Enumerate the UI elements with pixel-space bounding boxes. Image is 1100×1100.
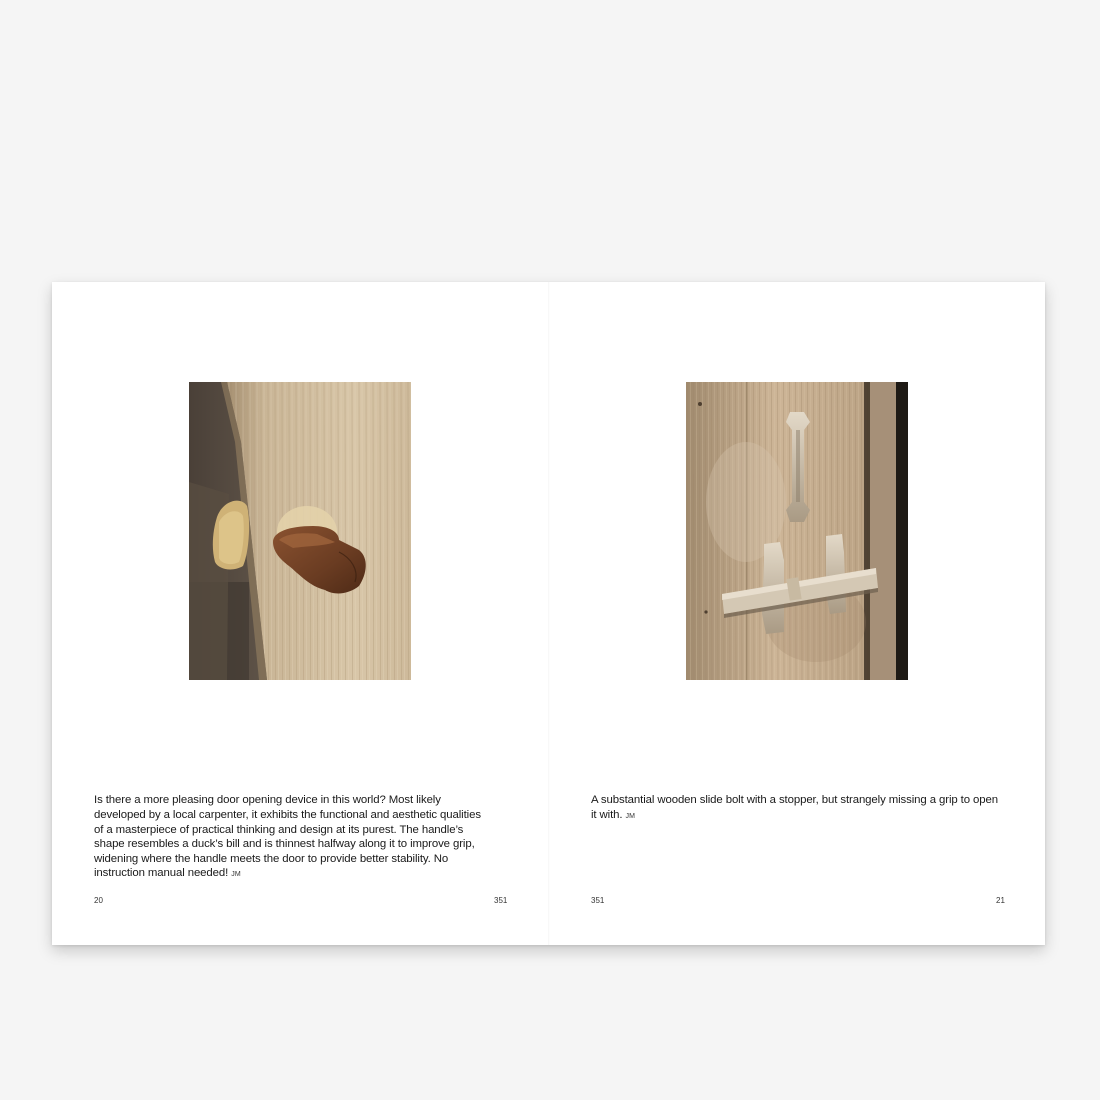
right-page-number: 21 bbox=[996, 896, 1005, 905]
left-page-number: 20 bbox=[94, 896, 103, 905]
left-caption-text: Is there a more pleasing door opening device in this world? Most likely developed by a local carpenter, it exhibits the functional and aesthetic qualities of a masterpiece of practical thinking and design at its purest. The handle’s shape resembles a duck’s bill and is thinnest halfway along it to improve grip, widening where the handle meets the door to provide better stability. No instruction manual needed! bbox=[94, 794, 481, 880]
right-caption-text: A substantial wooden slide bolt with a stopper, but strangely missing a grip to open it with. bbox=[591, 794, 998, 821]
left-author-initials: JM bbox=[231, 871, 241, 879]
book-gutter bbox=[548, 282, 550, 945]
left-photo-door-handle bbox=[189, 382, 411, 680]
right-author-initials: JM bbox=[625, 812, 636, 820]
right-caption bbox=[591, 793, 1003, 824]
right-item-number: 351 bbox=[591, 896, 605, 905]
left-caption bbox=[94, 793, 492, 883]
left-item-number: 351 bbox=[494, 896, 508, 905]
right-photo-slide-bolt bbox=[686, 382, 908, 680]
book-spread bbox=[52, 282, 1045, 945]
